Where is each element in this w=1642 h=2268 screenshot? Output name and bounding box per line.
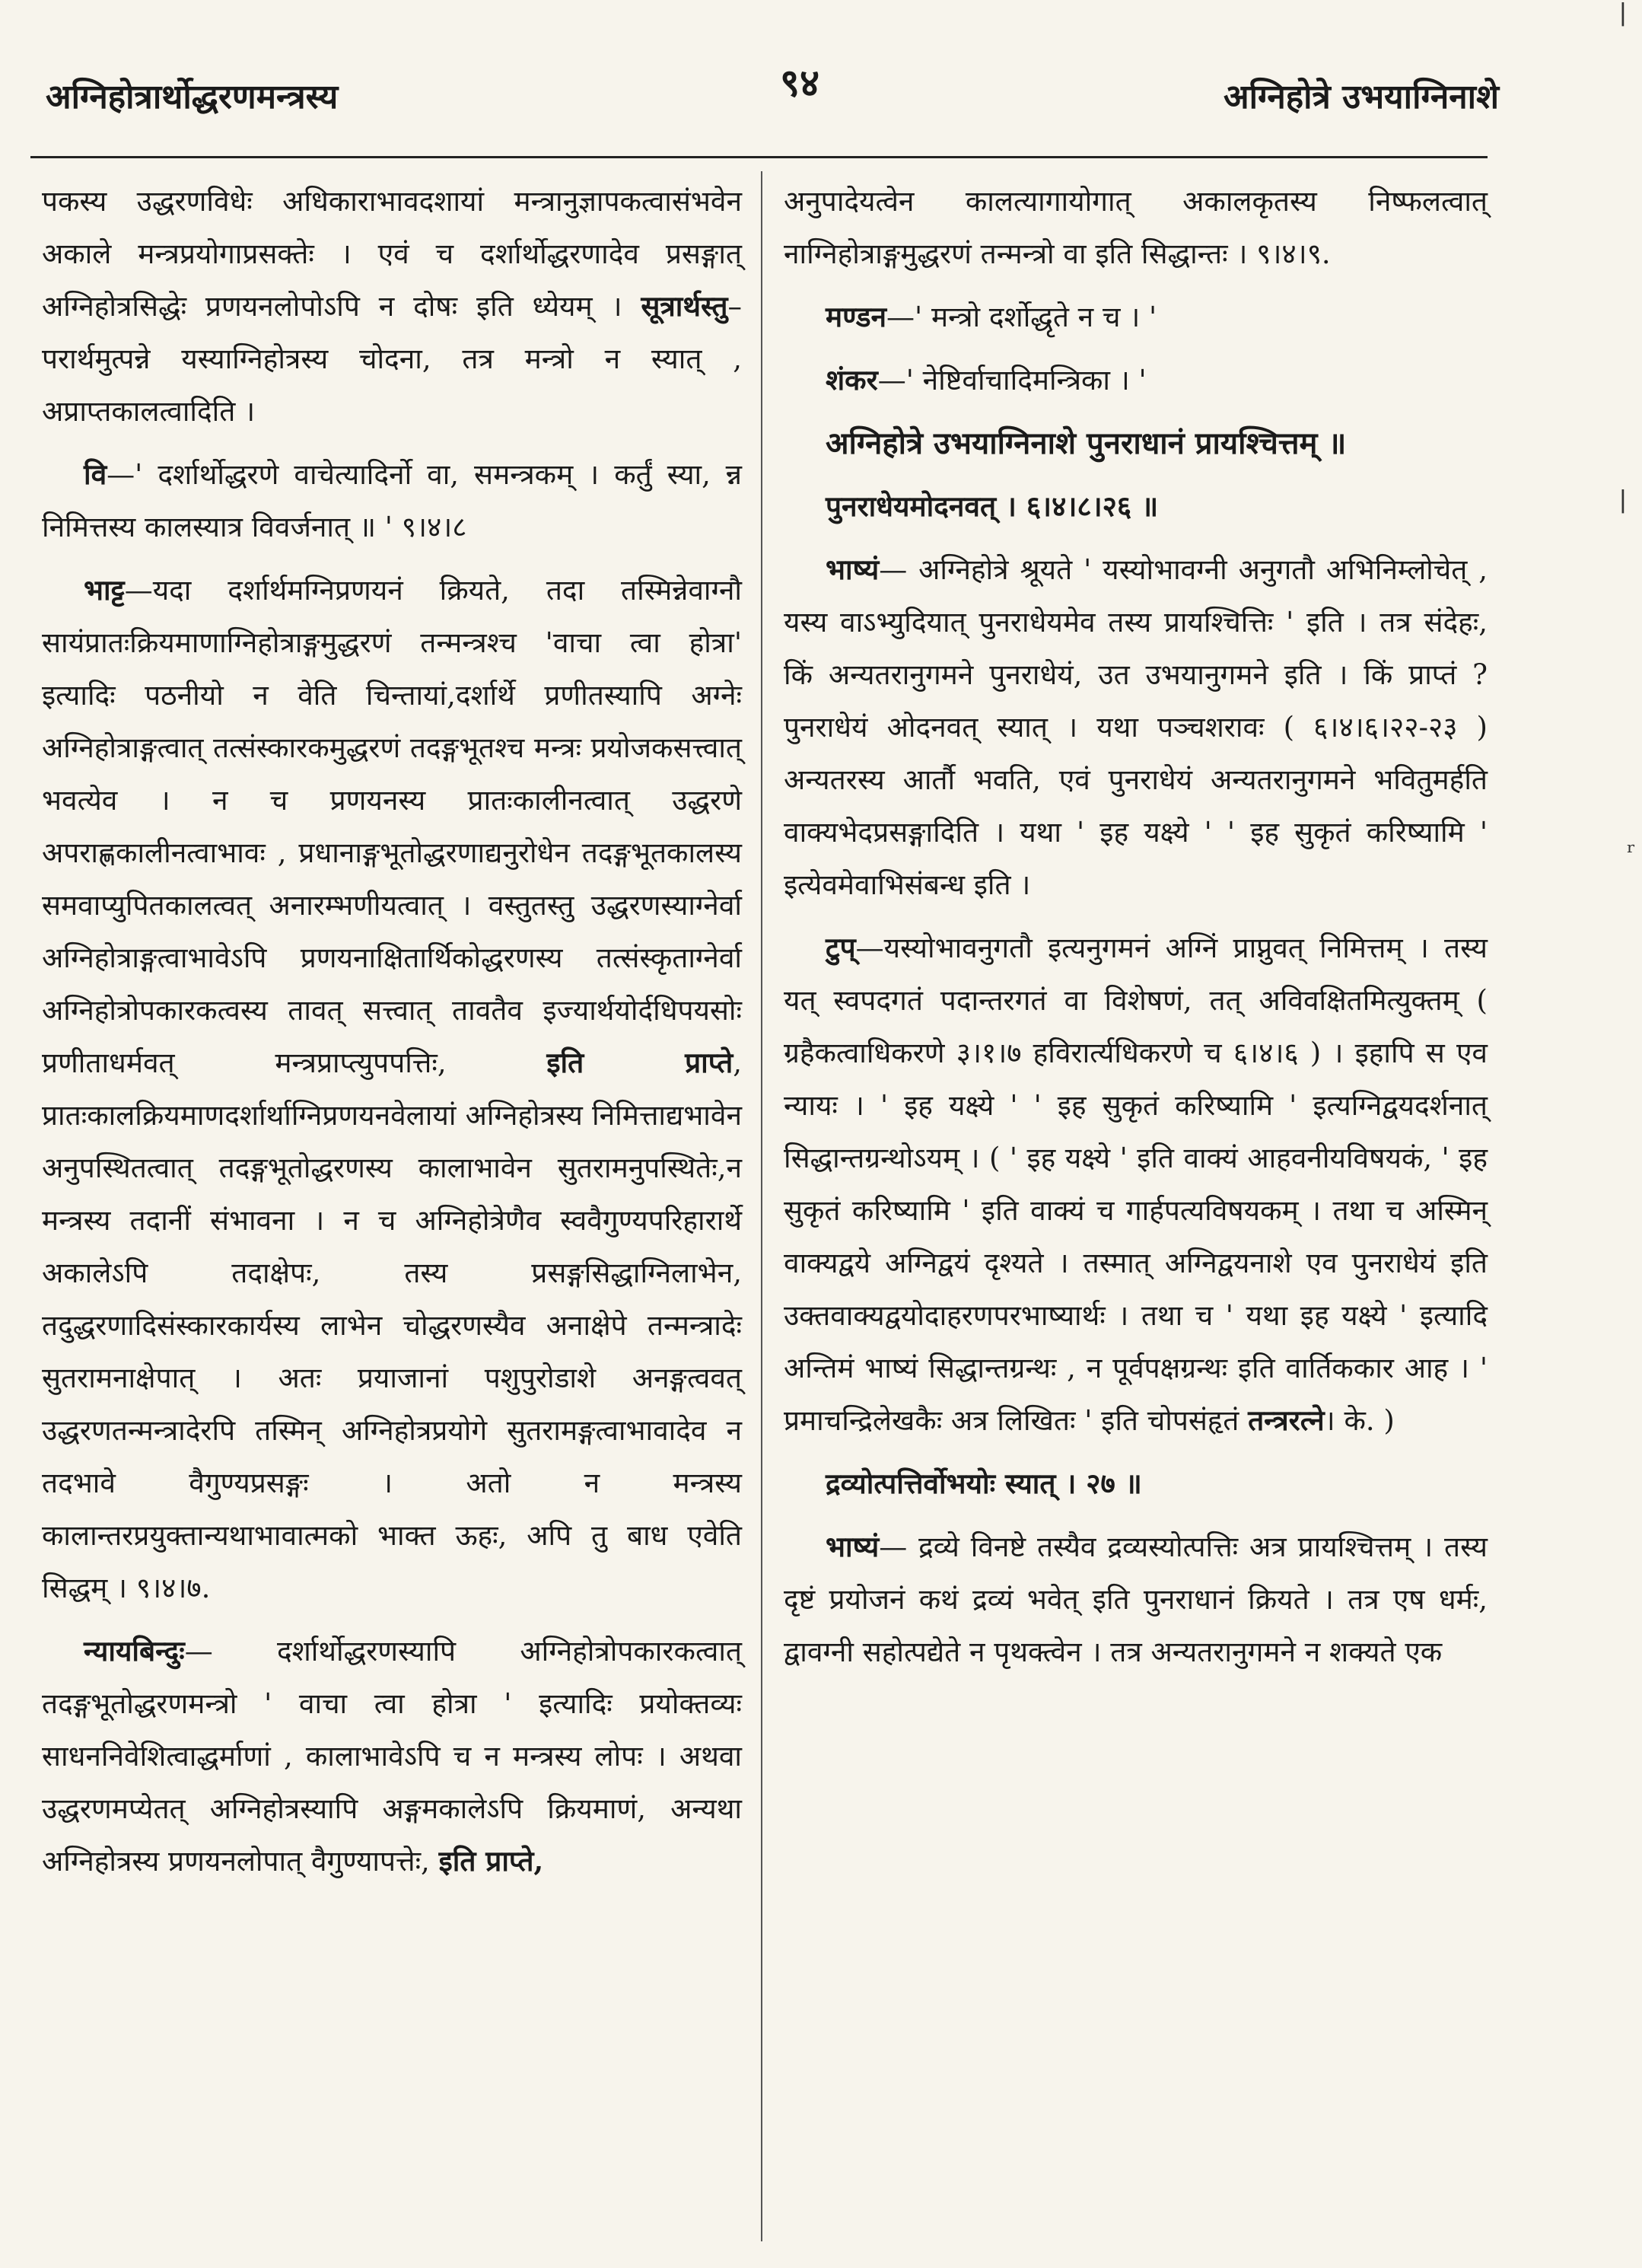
header-right-title: अग्निहोत्रे उभयाग्निनाशे (1223, 78, 1499, 116)
margin-mark: ∣ (1619, 487, 1627, 518)
bhashya-paragraph: भाष्यं— अग्निहोत्रे श्रूयते ' यस्योभावग्नी अनुगतौ अभिनिम्लोचेत् , यस्य वाऽभ्युदियात् पुनराधेयमेव तस्य प्रायश्चित्तिः ' इति । तत्र संदेहः, किं अन्यतरानुगमने पुनराधेयं, उत उभयानुगमने इति । किं प्राप्तं ? पुनराधेयं ओदनवत् स्यात् । यथा पञ्चशरावः ( ६।४।६।२२-२३ ) अन्यतरस्य आर्तौ भवति, एवं पुनराधेयं अन्यतरानुगमने भवितुमर्हति वाक्यभेदप्रसङ्गादिति । यथा ' इह यक्ष्ये ' ' इह सुकृतं करिष्यामि ' इत्येवमेवाभिसंबन्ध इति । (784, 553, 1488, 901)
bhashya-paragraph-2: भाष्यं— द्रव्ये विनष्टे तस्यैव द्रव्यस्योत्पत्तिः अत्र प्रायश्चित्तम् । तस्य दृष्टं प्रयोजनं कथं द्रव्यं भवेत् इति पुनराधानं क्रियते । तत्र एष धर्मः, द्वावग्नी सहोत्पद्येते न पृथक्त्वेन । तत्र अन्यतरानुगमने न शक्यते एक (784, 1530, 1488, 1668)
tup-paragraph: टुप्—यस्योभावनुगतौ इत्यनुगमनं अग्निं प्राप्नुवत् निमित्तम् । तस्य यत् स्वपदगतं पदान्तरगतं वा विशेषणं, तत् अविवक्षितमित्युक्तम् ( ग्रहैकत्वाधिकरणे ३।१।७ हविरार्त्यधिकरणे च ६।४।६ ) । इहापि स एव न्यायः । ' इह यक्ष्ये ' ' इह सुकृतं करिष्यामि ' इत्यग्निद्वयदर्शनात् सिद्धान्तग्रन्थोऽयम् । ( ' इह यक्ष्ये ' इति वाक्यं आहवनीयविषयकं, ' इह सुकृतं करिष्यामि ' इति वाक्यं च गार्हपत्यविषयकम् । तथा च अस्मिन् वाक्यद्वये अग्निद्वयं दृश्यते । तस्मात् अग्निद्वयनाशे एव पुनराधेयं इति उक्तवाक्यद्वयोदाहरणपरभाष्यार्थः । तथा च ' यथा इह यक्ष्ये ' इत्यादि अन्तिमं भाष्यं सिद्धान्तग्रन्थः , न पूर्वपक्षग्रन्थः इति वार्तिककार आह । ' प्रमाचन्द्रिलेखकैः अत्र लिखितः ' इति चोपसंहृतं तन्त्ररत्ने। के. ) (784, 931, 1488, 1437)
nyaya-bindu-paragraph: न्यायबिन्दुः— दर्शार्थोद्धरणस्यापि अग्निहोत्रोपकारकत्वात् तदङ्गभूतोद्धरणमन्त्रो ' वाचा त्वा होत्रा ' इत्यादिः प्रयोक्तव्यः साधननिवेशित्वाद्धर्माणां , कालाभावेऽपि च न मन्त्रस्य लोपः । अथवा उद्धरणमप्येतत् अग्निहोत्रस्यापि अङ्गमकालेऽपि क्रियमाणं, अन्यथा अग्निहोत्रस्य प्रणयनलोपात् वैगुण्यापत्तेः, इति प्राप्ते, (42, 1634, 742, 1878)
page-header (38, 42, 1499, 118)
sutra-26: पुनराधेयमोदनवत् । ६।४।८।२६ ॥ (826, 489, 1159, 523)
page-number: ९४ (780, 60, 819, 105)
margin-mark: ∣ (1619, 0, 1627, 30)
margin-mark: ʳ (1627, 837, 1636, 868)
mandana-line: मण्डन—' मन्त्रो दर्शोद्धृते न च । ' (826, 300, 1157, 333)
header-rule (30, 156, 1488, 158)
right-column (784, 175, 1488, 1689)
bhatta-paragraph: भाट्ट—यदा दर्शार्थमग्निप्रणयनं क्रियते, तदा तस्मिन्नेवाग्नौ सायंप्रातःक्रियमाणाग्निहोत्राङ्गमुद्धरणं तन्मन्त्रश्च 'वाचा त्वा होत्रा' इत्यादिः पठनीयो न वेति चिन्तायां,दर्शार्थे प्रणीतस्यापि अग्नेः अग्निहोत्राङ्गत्वात् तत्संस्कारकमुद्धरणं तदङ्गभूतश्च मन्त्रः प्रयोजकसत्त्वात् भवत्येव । न च प्रणयनस्य प्रातःकालीनत्वात् उद्धरणे अपराह्णकालीनत्वाभावः , प्रधानाङ्गभूतोद्धरणाद्यनुरोधेन तदङ्गभूतकालस्य समवाप्युपितकालत्वत् अनारम्भणीयत्वात् । वस्तुतस्तु उद्धरणस्याग्नेर्वा अग्निहोत्राङ्गत्वाभावेऽपि प्रणयनाक्षितार्थिकोद्धरणस्य तत्संस्कृताग्नेर्वा अग्निहोत्रोपकारकत्वस्य तावत् सत्त्वात् तावतैव इज्यार्थयोर्दधिपयसोः प्रणीताधर्मवत् मन्त्रप्राप्त्युपपत्तिः, इति प्राप्ते, प्रातःकालक्रियमाणदर्शार्थाग्निप्रणयनवेलायां अग्निहोत्रस्य निमित्ताद्यभावेन अनुपस्थितत्वात् तदङ्गभूतोद्धरणस्य कालाभावेन सुतरामनुपस्थितेः,न मन्त्रस्य तदानीं संभावना । न च अग्निहोत्रेणैव स्ववैगुण्यपरिहारार्थे अकालेऽपि तदाक्षेपः, तस्य प्रसङ्गसिद्धाग्निलाभेन, तदुद्धरणादिसंस्कारकार्यस्य लाभेन चोद्धरणस्यैव अनाक्षेपे तन्मन्त्रादेः सुतरामनाक्षेपात् । अतः प्रयाजानां पशुपुरोडाशे अनङ्गत्ववत् उद्धरणतन्मन्त्रादेरपि तस्मिन् अग्निहोत्रप्रयोगे सुतरामङ्गत्वाभावादेव न तदभावे वैगुण्यप्रसङ्गः । अतो न मन्त्रस्य कालान्तरप्रयुक्तान्यथाभावात्मको भाक्त ऊहः, अपि तु बाध एवेति सिद्धम् । ९।४।७. (42, 573, 742, 1604)
vi-paragraph: वि—' दर्शार्थोद्धरणे वाचेत्यादिर्नो वा, समन्त्रकम् । कर्तुं स्या, न्न निमित्तस्य कालस्यात्र विवर्जनात् ॥ ' ९।४।८ (42, 457, 742, 543)
sutra-27: द्रव्योत्पत्तिर्वोभयोः स्यात् । २७ ॥ (826, 1467, 1142, 1500)
left-paragraph-1: पकस्य उद्धरणविधेः अधिकाराभावदशायां मन्त्रानुज्ञापकत्वासंभवेन अकाले मन्त्रप्रयोगाप्रसक्तेः । एवं च दर्शार्थोद्धरणादेव प्रसङ्गात् अग्निहोत्रसिद्धेः प्रणयनलोपोऽपि न दोषः इति ध्येयम् । सूत्रार्थस्तु– परार्थमुत्पन्ने यस्याग्निहोत्रस्य चोदना, तत्र मन्त्रो न स्यात् , अप्राप्तकालत्वादिति । (42, 185, 742, 428)
column-divider (761, 171, 762, 2241)
shankara-line: शंकर—' नेष्टिर्वाचादिमन्त्रिका । ' (826, 363, 1147, 397)
right-paragraph-1: अनुपादेयत्वेन कालत्यागायोगात् अकालकृतस्य निष्फलत्वात् नाग्निहोत्राङ्गमुद्धरणं तन्मन्त्रो वा इति सिद्धान्तः । ९।४।९. (784, 185, 1488, 270)
header-left-title: अग्निहोत्रार्थोद्धरणमन्त्रस्य (46, 78, 339, 116)
section-title: अग्निहोत्रे उभयाग्निनाशे पुनराधानं प्रायश्चित्तम् ॥ (826, 425, 1347, 461)
left-column (42, 175, 742, 1898)
